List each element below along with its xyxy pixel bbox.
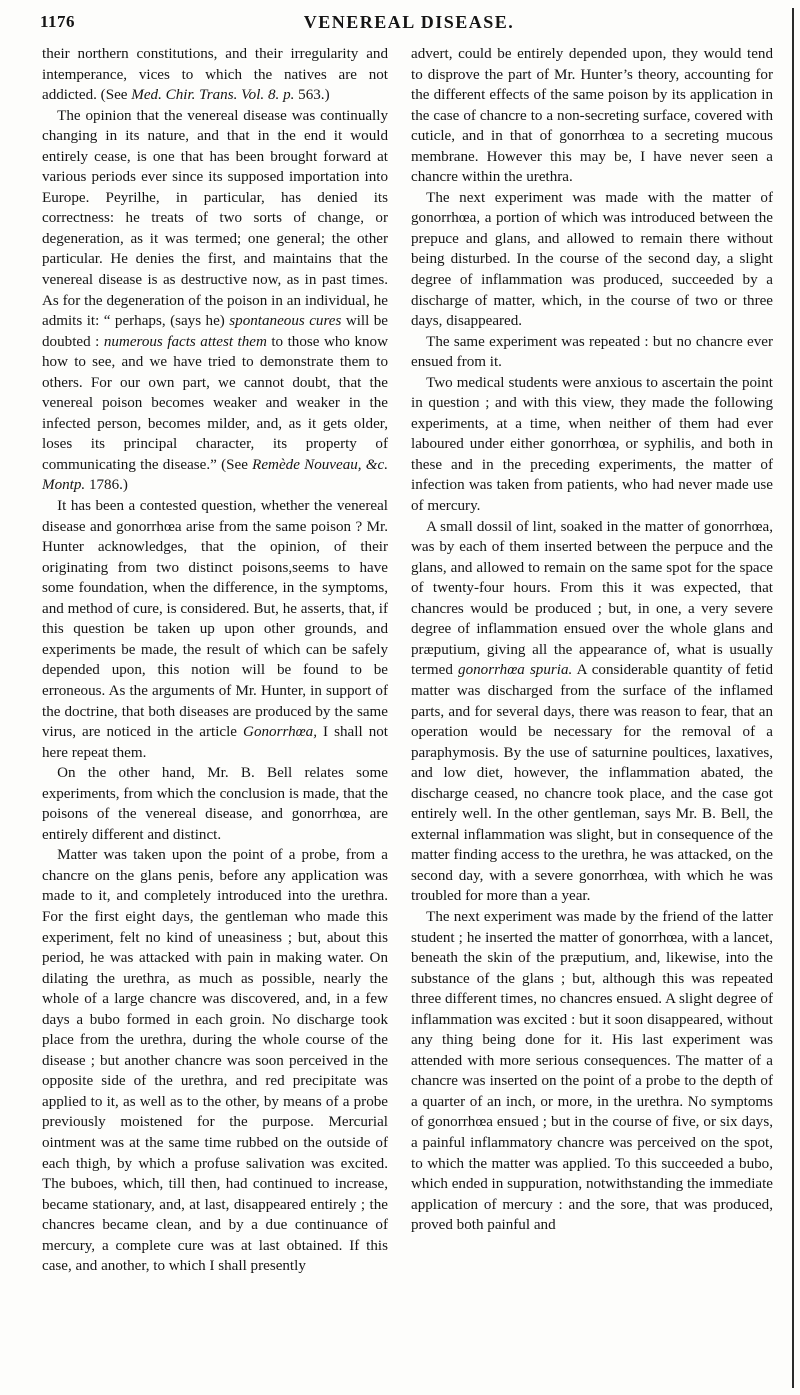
text-run: will be doubted : bbox=[42, 313, 388, 350]
text-run: 1786.) bbox=[85, 477, 128, 494]
page-number: 1176 bbox=[40, 12, 76, 31]
paragraph bbox=[411, 517, 773, 907]
text-run: It has been a contested question, whether the venereal disease and gonorrhœa arise from the same poison ? Mr. Hunter acknowledges, that the opinion, of their originating from two distinct poisons,seems to have some foundation, when the difference, in the symptoms, and method of cure, is considered. But, he asserts, that, if this question be taken up upon other grounds, and experiments be made, the result of which can be safely depended upon, this notion will be found to be erroneous. As the arguments of Mr. Hunter, in support of the doctrine, that both diseases are produced by the same virus, are noticed in the article bbox=[42, 498, 388, 741]
paragraph bbox=[411, 44, 773, 188]
text-run: Two medical students were anxious to ascertain the point in question ; and with this view, they made the following experiments, at a time, when neither of them had ever laboured under either gonorrhœa, or syphilis, and both in these and in the preceding experiments, the matter of infection was taken from patients, who had never made use of mercury. bbox=[411, 374, 773, 515]
text-run: The next experiment was made by the friend of the latter student ; he inserted the matter of gonorrhœa, with a lancet, beneath the skin of the præputium, and, likewise, into the substance of the glans ; but, although this was repeated three different times, no chancres ensued. A slight degree of inflammation was excited : but it soon disappeared, without any thing being done for it. His last experiment was attended with more serious consequences. The matter of a chancre was inserted on the point of a probe to the depth of a quarter of an inch, or more, in the urethra. No symptoms of gonorrhœa ensued ; but in the course of five, or six days, a painful inflammatory chancre was perceived on the spot, to which the matter was applied. To this succeeded a bubo, which ended in suppuration, notwithstanding the immediate application of mercury : and the sore, that was produced, proved both painful and bbox=[411, 908, 773, 1234]
text-run: 563.) bbox=[294, 87, 330, 104]
paragraph bbox=[42, 763, 388, 845]
paragraph bbox=[42, 44, 388, 106]
italic-text-run: Med. Chir. Trans. Vol. 8. p. bbox=[131, 87, 295, 104]
left-column bbox=[42, 44, 388, 1277]
paragraph bbox=[411, 907, 773, 1236]
running-head: VENEREAL DISEASE. bbox=[303, 12, 515, 32]
text-run: A small dossil of lint, soaked in the matter of gonorrhœa, was by each of them inserted between the perpuce and the glans, and allowed to remain on the same spot for the space of twenty-four hours. From this it was expected, that chancres would be produced ; but, in one, a very severe degree of inflammation ensued over the whole glans and præputium, giving all the appearance of, what is usually termed bbox=[411, 518, 773, 679]
paragraph bbox=[411, 332, 773, 373]
italic-text-run: cures bbox=[309, 313, 342, 330]
italic-text-run: gonorrhœa spuria. bbox=[458, 662, 573, 679]
paragraph bbox=[42, 106, 388, 496]
text-run: The opinion that the venereal disease was continually changing in its nature, and that in the end it would entirely cease, is one that has been brought forward at various periods ever since its supposed importation into Europe. Peyrilhe, in particular, has denied its correctness: he treats of two sorts of change, or degeneration, as it was termed; one general; the other particular. He denies the first, and maintains that the venereal disease is as destructive now, as in past times. As for the degeneration of the poison in an individual, he admits it: “ perhaps, (says he) bbox=[42, 107, 388, 330]
page-edge-rule bbox=[792, 8, 794, 1388]
text-run: I shall not here repeat them. bbox=[42, 724, 388, 761]
italic-text-run: Gonorrhœa, bbox=[243, 724, 317, 741]
paragraph bbox=[411, 373, 773, 517]
page-header bbox=[40, 6, 778, 32]
text-run: advert, could be entirely depended upon, they would tend to disprove the part of Mr. Hunter’s theory, accounting for the different effects of the same poison by its application in the case of chancre to a non-secreting surface, covered with cuticle, and in that of gonorrhœa to a secreting mucous membrane. However this may be, I have never seen a chancre within the urethra. bbox=[411, 46, 773, 186]
italic-text-run: spontaneous bbox=[229, 313, 305, 330]
paragraph bbox=[42, 496, 388, 763]
text-run: A considerable quantity of fetid matter was discharged from the surface of the inflamed parts, and for several days, there was reason to fear, that an operation would be necessary for the removal of a paraphymosis. By the use of saturnine poultices, laxatives, and low diet, however, the inflammation abated, the discharge ceased, no chancre took place, and the case got entirely well. In the other gentleman, says Mr. B. Bell, the external inflammation was slight, but in consequence of the matter finding access to the urethra, he was attacked, on the second day, with a severe gonorrhœa, with which he was troubled for more than a year. bbox=[411, 662, 773, 905]
paragraph bbox=[42, 845, 388, 1276]
italic-text-run: numerous facts attest them bbox=[103, 333, 267, 350]
text-run: The next experiment was made with the matter of gonorrhœa, a portion of which was introduced between the prepuce and glans, and allowed to remain there without being disturbed. In the course of the second day, a slight degree of inflammation was produced, succeeded by a discharge of matter, which, in the course of two or three days, disappeared. bbox=[411, 189, 773, 330]
text-run: to those who know how to see, and we have tried to demonstrate them to others. For our own part, we cannot doubt, that the venereal poison becomes weaker and weaker in the infected person, becomes milder, and, as it gets older, loses its principal character, its property of communicating the disease.” (See bbox=[42, 333, 388, 473]
text-run: On the other hand, Mr. B. Bell relates some experiments, from which the conclusion is made, that the poisons of the venereal disease, and gonorrhœa, are entirely different and distinct. bbox=[42, 765, 388, 843]
paragraph bbox=[411, 188, 773, 332]
italic-text-run: Remède Nouveau, &c. Montp. bbox=[42, 456, 389, 494]
text-run: Matter was taken upon the point of a probe, from a chancre on the glans penis, before any application was made to it, and completely introduced into the urethra. For the first eight days, the gentleman who made this experiment, felt no kind of uneasiness ; but, about this period, he was attacked with pain in making water. On dilating the urethra, as much as possible, nearly the whole of a large chancre was discovered, and, in a few days a bubo formed in each groin. No discharge took place from the urethra, during the whole course of the disease ; but another chancre was soon perceived in the opposite side of the urethra, and red precipitate was applied to it, as well as to the other, by means of a probe previously moistened for the purpose. Mercurial ointment was at the same time rubbed on the outside of each thigh, by which a profuse salivation was excited. The buboes, which, till then, had continued to increase, became stationary, and, at last, disappeared entirely ; the chancres became clean, and by a due continuance of mercury, a complete cure was at last obtained. If this case, and another, to which I shall presently bbox=[42, 847, 388, 1275]
right-column bbox=[411, 44, 773, 1236]
text-run: The same experiment was repeated : but no chancre ever ensued from it. bbox=[411, 333, 773, 371]
text-run: their northern constitutions, and their irregularity and intemperance, vices to which the natives are not addicted. (See bbox=[42, 46, 388, 104]
